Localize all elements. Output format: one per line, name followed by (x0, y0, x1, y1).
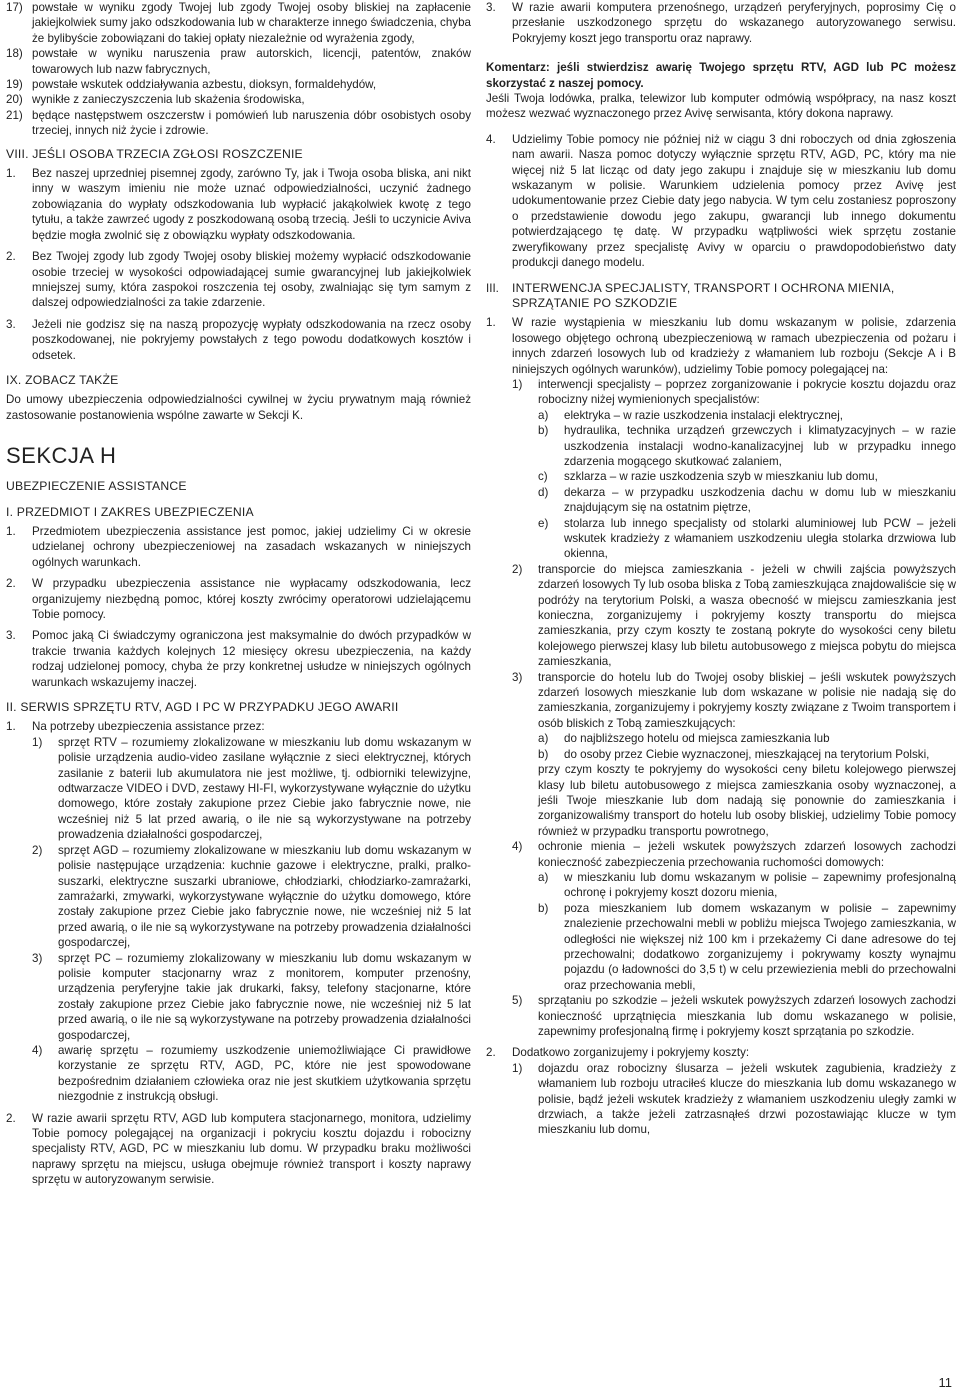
list-item: 3) transporcie do hotelu lub do Twojej osoby bliskiej – jeśli wskutek powyższych zdarzeń losowych mieszkanie lub dom wskazane w polisie nie nadają się do zamieszkania, zorganizujemy i pokryjemy koszty związane z Twoim transportem i osób bliskich z Tobą zamieszkujących: (512, 670, 956, 730)
section-heading-ii: II. SERWIS SPRZĘTU RTV, AGD I PC W PRZYPADKU JEGO AWARII (6, 700, 399, 715)
list-item: 2) transporcie do miejsca zamieszkania - jeżeli w chwili zajścia powyższych zdarzeń losowych Ty lub osoba bliska z Tobą zamieszkująca znajdowaliście się w podróży na terytorium Polski, a wasza obecność w miejscu zamieszkania jest konieczna, zorganizujemy i pokryjemy koszty transportu do miejsca zamieszkania, przy czym koszty te zostaną pokryte do wysokości ceny biletu kolejowego pierwszej klasy lub biletu autobusowego z miejsca pobytu do miejsca zamieszkania, (512, 562, 956, 669)
paragraph: 3. Jeżeli nie godzisz się na naszą propozycję wypłaty odszkodowania na rzecz osoby poszkodowanej, nie pokryjemy powstałych z tego powodu dodatkowych kosztów i odsetek. (6, 317, 471, 362)
exclusions-list (6, 0, 471, 139)
list-item: a) do najbliższego hotelu od miejsca zamieszkania lub (538, 732, 830, 746)
list-item: d) dekarza – w przypadku uszkodzenia dachu w domu lub w mieszkaniu znajdującym się na ostatnim piętrze, (538, 485, 956, 515)
paragraph: 2. W razie awarii sprzętu RTV, AGD lub komputera stacjonarnego, monitora, udzielimy Tobie pomocy polegającej na organizacji i pokryciu kosztu dojazdu i robocizny specjalisty RTV, AGD, PC w mieszkaniu lub domu. W przypadku braku możliwości naprawy sprzętu na miejscu, usługa obejmuje również transport i koszty naprawy sprzętu w autoryzowanym serwisie. (6, 1111, 471, 1187)
paragraph: 1. W razie wystąpienia w mieszkaniu lub domu wskazanym w polisie, zdarzenia losowego objętego ochroną ubezpieczeniową w ramach ubezpieczenia od pożaru i innych zdarzeń losowych lub od kradzieży z włamaniem lub rozboju (Sekcje A i B niniejszych ogólnych warunków), udzielimy Tobie pomocy polegającej na: (486, 316, 956, 376)
list-item: c) szklarza – w razie uszkodzenia szyb w mieszkaniu lub domu, (538, 470, 878, 484)
list-item: e) stolarza lub innego specjalisty od stolarki aluminiowej lub PCW – jeżeli wskutek kradzieży z włamaniem uszkodzeniu uległa stolarka drzwiowa lub okienna, (538, 516, 956, 561)
subsection-title: UBEZPIECZENIE ASSISTANCE (6, 479, 187, 494)
section-heading-iii: III. INTERWENCJA SPECJALISTY, TRANSPORT I OCHRONA MIENIA, SPRZĄTANIE PO SZKODZIE (486, 280, 895, 310)
paragraph: przy czym koszty te pokryjemy do wysokości ceny biletu kolejowego pierwszej klasy lub biletu autobusowego z miejsca zamieszkania osoby wyznaczonej, a jeśli Twoje mieszkanie lub dom nadają się ponownie do zamieszkania i zorganizowaliśmy transport do hotelu lub osoby bliskiej, udzielimy Tobie pomocy również w przypadku transportu powrotnego, (538, 763, 956, 838)
list-item: 4) ochronie mienia – jeżeli wskutek powyższych zdarzeń losowych zachodzi konieczność zabezpieczenia przechowania ruchomości domowych: (512, 840, 956, 869)
list-item: 4) awarię sprzętu – rozumiemy uszkodzenie uniemożliwiające Ci prawidłowe korzystanie ze sprzętu RTV, AGD, PC, które nie jest spowodowane bezpośrednim działaniem człowieka oraz nie jest skutkiem użytkowania sprzętu niezgodnie z instrukcją obsługi. (32, 1043, 471, 1104)
comment-box (486, 60, 956, 122)
paragraph: 3. W razie awarii komputera przenośnego, urządzeń peryferyjnych, poprosimy Cię o przesłanie uszkodzonego sprzętu do wskazanego autoryzowanego serwisu. Pokryjemy koszt jego transportu oraz naprawy. (486, 1, 956, 45)
list-item: 17) powstałe w wyniku zgody Twojej lub zgody Twojej osoby bliskiej na zapłacenie jakiejkolwiek sumy jako odszkodowania lub w charakterze innego świadczenia, chyba że bylibyście zobowiązani do takiej opłaty niezależnie od wyrażenia zgody, (6, 1, 471, 45)
list-item: b) do osoby przez Ciebie wyznaczonej, mieszkającej na terytorium Polski, (538, 747, 930, 761)
list-item: 3) sprzęt PC – rozumiemy zlokalizowany w mieszkaniu lub domu wskazanym w polisie komputer stacjonarny wraz z monitorem, komputer przenośny, urządzenia peryferyjne takie jak drukarki, faksy, telefony stacjonarne, które zostały zakupione przez Ciebie jako fabrycznie nowe, nie wcześniej niż 5 lat przed awarią, o ile nie są wykorzystywane na potrzeby prowadzenia działalności gospodarczej, (32, 951, 471, 1042)
additional-costs-list (512, 1061, 956, 1138)
list-item: 19) powstałe wskutek oddziaływania azbestu, dioksyn, formaldehydów, (6, 78, 377, 92)
list-item: b) hydraulika, technika urządzeń grzewczych i klimatyzacyjnych – w razie uszkodzenia instalacji wodno-kanalizacyjnej lub w przypadku innego zdarzenia mogącego skutkować zalaniem, (538, 424, 956, 468)
paragraph: 2. Dodatkowo zorganizujemy i pokryjemy koszty: (486, 1046, 750, 1060)
right-column (486, 0, 956, 1138)
left-column (6, 0, 471, 1188)
paragraph: 2. W przypadku ubezpieczenia assistance nie wypłacamy odszkodowania, lecz organizujemy niezbędną pomoc, której koszty zwrócimy operatorowi udzielającemu Tobie pomocy. (6, 577, 471, 621)
paragraph: 1. Przedmiotem ubezpieczenia assistance jest pomoc, jakiej udzielimy Ci w okresie udzielanej ochrony ubezpieczeniowej na zasadach wskazanych w niniejszych ogólnych warunkach. (6, 524, 471, 569)
definitions-list (32, 735, 471, 1105)
comment-title: Komentarz: jeśli stwierdzisz awarię Twojego sprzętu RTV, AGD lub PC możesz skorzystać z naszej pomocy. (486, 61, 956, 90)
paragraph: 1. Bez naszej uprzedniej pisemnej zgody, zarówno Ty, jak i Twoja osoba bliska, ani nikt inny w waszym imieniu nie może uznać odpowiedzialności, uczynić żadnego zobowiązania do wypłaty odszkodowania lub wypłacić jakąkolwiek kwotę z tego tytułu, a także zawrzeć ugody z poszkodowaną osobą trzecią. Jeśli to uczynicie Aviva będzie mogła zwolnić się z obowiązku wypłaty odszkodowania. (6, 167, 471, 242)
specialists-list (538, 408, 956, 562)
list-item: 2) sprzęt AGD – rozumiemy zlokalizowane w mieszkaniu lub domu wskazanym w polisie następujące urządzenia: kuchnie gazowe i elektryczne, pralki, pralko-suszarki, elektryczne suszarki ubraniowe, chłodziarki, chłodziarko-zamrażarki, zamrażarki, zmywarki, wykorzystywane wyłącznie do użytku domowego, które zostały zakupione przez Ciebie jako fabrycznie nowe, nie wcześniej niż 5 lat przed awarią, o ile nie są wykorzystywane na potrzeby prowadzenia działalności gospodarczej, (32, 843, 471, 950)
paragraph: 1. Na potrzeby ubezpieczenia assistance przez: (6, 720, 265, 734)
page-number: 11 (938, 1374, 952, 1390)
list-item: b) poza mieszkaniem lub domem wskazanym w polisie – zapewnimy znalezienie przechowalni mebli w pobliżu miejsca Twojego zamieszkania, w odległości nie większej niż 100 km i przekażemy Ci dane adresowe do tej przechowalni; dodatkowo zorganizujemy i pokrywamy koszty wynajmu pojazdu (o ładowności do 3,5 t) w celu przewiezienia mebli do przechowalni oraz przechowania mebli, (538, 901, 956, 992)
list-item: 1) sprzęt RTV – rozumiemy zlokalizowane w mieszkaniu lub domu wskazanym w polisie urządzenia audio-video zasilane wyłącznie z sieci elektrycznej, których zasilanie z baterii lub akumulatora nie jest możliwe, tj. odbiorniki telewizyjne, odtwarzacze VIDEO i DVD, zestawy HI-FI, wykorzystywane wyłącznie do użytku domowego, które zostały zakupione przez Ciebie jako fabrycznie nowe, nie wcześniej niż 5 lat przed awarią, o ile nie są wykorzystywane na potrzeby prowadzenia działalności gospodarczej, (32, 735, 471, 842)
assistance-list (512, 377, 956, 1039)
section-title: SEKCJA H (6, 443, 117, 469)
list-item: a) elektryka – w razie uszkodzenia instalacji elektrycznej, (538, 408, 844, 422)
transport-list (538, 731, 956, 762)
paragraph: 2. Bez Twojej zgody lub zgody Twojej osoby bliskiej możemy wypłacić odszkodowanie osobie trzeciej w wysokości odpowiadającej sumie gwarancyjnej lub jakiejkolwiek mniejszej sumy, która zaspokoi roszczenia tej osoby, zwalniając się tym samym z dalszej odpowiedzialności za takie zdarzenie. (6, 250, 471, 310)
paragraph: 3. Pomoc jaką Ci świadczymy ograniczona jest maksymalnie do dwóch przypadków w trakcie trwania każdych kolejnych 12 miesięcy okresu ubezpieczenia, na każdy rodzaj udzielonej pomocy, chyba że przy konkretnej usłudze w niniejszych ogólnych warunkach wskazujemy inaczej. (6, 629, 471, 689)
comment-text: Jeśli Twoja lodówka, pralka, telewizor lub komputer odmówią współpracy, na nasz koszt możesz wezwać wyznaczonego przez Avivę serwisanta, który dokona naprawy. (486, 92, 956, 121)
list-item: 21) będące następstwem oszczerstw i pomówień lub naruszenia dóbr osobistych osoby trzeciej, innych niż życie i zdrowie. (6, 108, 471, 138)
list-item: 1) dojazdu oraz robocizny ślusarza – jeżeli wskutek zagubienia, kradzieży z włamaniem lub rozboju utraciłeś klucze do mieszkania lub domu wskazanego w polisie, bądź jeżeli wskutek kradzieży z włamaniem uszkodzeniu uległy zamki w drzwiach, a także jeżeli zatrzasnąłeś drzwi pozostawiając klucze w tym mieszkaniu lub domu, (512, 1061, 956, 1137)
list-item: a) w mieszkaniu lub domu wskazanym w polisie – zapewnimy profesjonalną ochronę i pokryjemy koszt dozoru mienia, (538, 870, 956, 900)
list-item: 5) sprzątaniu po szkodzie – jeżeli wskutek powyższych zdarzeń losowych zachodzi konieczność uprzątnięcia mieszkania lub domu wskazanego w polisie, zapewnimy profesjonalną firmę i pokryjemy koszt sprzątania po szkodzie. (512, 994, 956, 1038)
paragraph: Do umowy ubezpieczenia odpowiedzialności cywilnej w życiu prywatnym mają również zastosowanie postanowienia wspólne zawarte w Sekcji K. (6, 393, 471, 422)
section-heading-i: I. PRZEDMIOT I ZAKRES UBEZPIECZENIA (6, 504, 254, 519)
section-heading-viii: VIII. JEŚLI OSOBA TRZECIA ZGŁOSI ROSZCZENIE (6, 146, 303, 161)
section-heading-ix: IX. ZOBACZ TAKŻE (6, 372, 119, 387)
property-protection-list (538, 870, 956, 993)
list-item: 18) powstałe w wyniku naruszenia praw autorskich, licencji, patentów, znaków towarowych lub nazw fabrycznych, (6, 47, 471, 76)
paragraph: 4. Udzielimy Tobie pomocy nie później niż w ciągu 3 dni roboczych od dnia zgłoszenia nam awarii. Nasza pomoc dotyczy wyłącznie sprzętu RTV, AGD, PC, który ma nie więcej niż 5 lat licząc od daty jego zakupu i znajduje się w mieszkaniu lub domu wskazanym w polisie. Warunkiem udzielenia pomocy przez Avivę jest udokumentowanie przez Ciebie daty jego nabycia. W tym celu zostaniesz poproszony o przedstawienie dowodu jego zakupu, gwarancji lub innego dokumentu potwierdzającego tę datę. W przypadku wątpliwości wiek sprzętu zostanie zweryfikowany przez specjalistę Avivy w oparciu o prawdopodobieństwo daty produkcji danego modelu. (486, 132, 956, 270)
list-item: 20) wynikłe z zanieczyszczenia lub skażenia środowiska, (6, 93, 305, 107)
list-item: 1) interwencji specjalisty – poprzez zorganizowanie i pokrycie kosztu dojazdu oraz robocizny niżej wymienionych specjalistów: (512, 377, 956, 407)
